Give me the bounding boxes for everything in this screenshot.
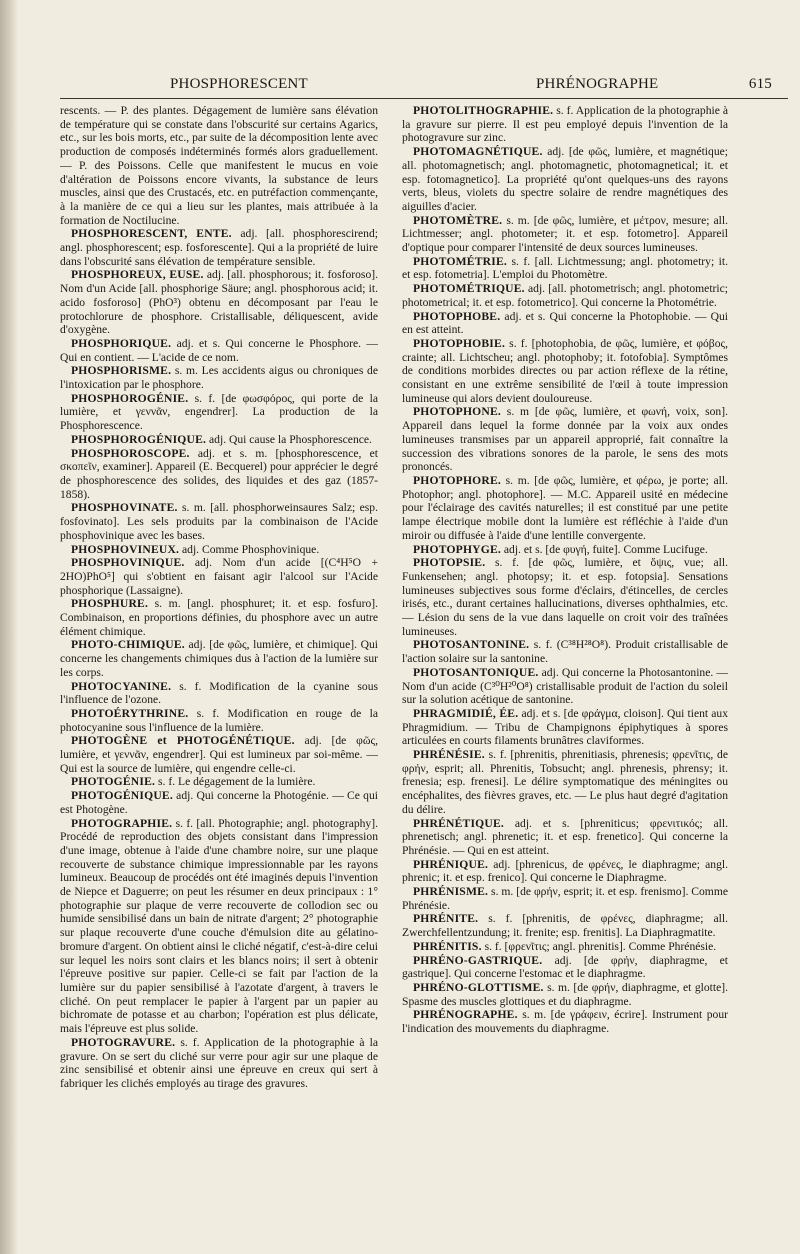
dictionary-entry bbox=[402, 543, 728, 557]
entry-definition: adj. Qui concerne la Photosantonine. — Nom d'un acide (C³⁰H²⁰O⁸) cristallisable produit de l'action du soleil sur la solution acétique de santonine. bbox=[402, 665, 728, 707]
entry-headword: PHOTOGÉNIE. bbox=[71, 775, 156, 789]
dictionary-entry bbox=[402, 255, 728, 282]
dictionary-entry bbox=[402, 337, 728, 406]
page-number: 615 bbox=[748, 76, 772, 92]
dictionary-entry bbox=[402, 474, 728, 543]
dictionary-entry bbox=[60, 775, 378, 789]
dictionary-entry bbox=[402, 282, 728, 309]
entry-definition: adj. et s. m. [phosphorescence, et σκοπεῖν, examiner]. Appareil (E. Becquerel) pour apprécier le degré de phosphorescence des solides, des liquides et des gaz (1857-1858). bbox=[60, 446, 378, 501]
entry-definition: adj. [de φῶς, lumière, et chimique]. Qui concerne les changements chimiques dus à l'action de la lumière sur les corps. bbox=[60, 638, 378, 679]
entry-definition: adj. [de φῶς, lumière, et magnétique; all. photomagnetisch; angl. photomagnetic, photomagnetical; it. et esp. fotomagnetico]. La propriété qu'ont quelques-uns des rayons verts, bleus, violets du spectre solaire de rendre magnétiques des aiguilles d'acier. bbox=[402, 145, 728, 213]
dictionary-entry bbox=[60, 104, 378, 227]
dictionary-entry bbox=[60, 707, 378, 734]
entry-headword: PHRÉNOGRAPHE. bbox=[413, 1008, 518, 1022]
dictionary-entry bbox=[60, 680, 378, 707]
dictionary-entry bbox=[402, 817, 728, 858]
dictionary-entry bbox=[60, 1036, 378, 1091]
entry-headword: PHOSPHOROGÉNIQUE. bbox=[71, 432, 207, 446]
entry-definition: s. m. [de φρήν, diaphragme, et glotte]. Spasme des muscles glottiques et du diaphragme. bbox=[402, 981, 728, 1008]
entry-headword: PHOTOGÉNIQUE. bbox=[71, 789, 173, 803]
entry-definition: s. m. [de φῶς, lumière, et φέρω, je porte; all. Photophor; angl. photophore]. — M.C. Appareil usité en médecine pour l'éclairage des cavités naturelles; il est constitué par une petite lampe électrique mobile dont la lumière est réfléchie à l'aide d'un miroir ou diffusée à l'aide d'une lentille convergente. bbox=[402, 473, 728, 542]
dictionary-entry bbox=[60, 447, 378, 502]
entry-headword: PHOTOCYANINE. bbox=[71, 679, 172, 693]
dictionary-entry bbox=[60, 227, 378, 268]
entry-headword: PHOTOPHORE. bbox=[413, 473, 501, 487]
dictionary-entry bbox=[402, 940, 728, 954]
entry-headword: PHOTOPHOBE. bbox=[413, 309, 501, 323]
dictionary-entry bbox=[402, 1008, 728, 1035]
dictionary-entry bbox=[402, 104, 728, 145]
entry-definition: s. f. [de φωσφόρος, qui porte de la lumière, et γεννᾶν, engendrer]. La production de la Phosphorescence. bbox=[60, 391, 378, 433]
entry-headword: PHRÉNIQUE. bbox=[413, 857, 489, 871]
entry-definition: s. m. [de γράφειν, écrire]. Instrument pour l'indication des mouvements du diaphragme. bbox=[402, 1008, 728, 1036]
dictionary-entry bbox=[402, 885, 728, 912]
entry-headword: PHOTOMÉTRIE. bbox=[413, 254, 507, 268]
dictionary-entry bbox=[60, 433, 378, 447]
dictionary-entry bbox=[60, 556, 378, 597]
entry-definition: adj. [all. phosphorous; it. fosforoso]. Nom d'un Acide [all. phosphorige Säure; angl. phosphorous acid; it. acido fosforoso] (PhO³) obtenu en décomposant par l'eau le protochlorure de phosphore. Cristallisable, déliquescent, avide d'oxygène. bbox=[60, 268, 378, 337]
entry-definition: s. f. Application de la photographie à la gravure. On se sert du cliché sur verre pour agir sur une plaque de zinc sensibilisé et obtenir ainsi une épreuve en creux qui sert à fabriquer les clichés employés au tirage des gravures. bbox=[60, 1035, 378, 1090]
entry-headword: PHOTOLITHOGRAPHIE. bbox=[413, 104, 554, 117]
dictionary-entry bbox=[402, 405, 728, 474]
dictionary-entry bbox=[60, 597, 378, 638]
dictionary-entry bbox=[60, 364, 378, 391]
dictionary-entry bbox=[60, 638, 378, 679]
entry-headword: PHOTOMÈTRE. bbox=[413, 213, 503, 227]
entry-headword: PHRÉNÉSIE. bbox=[413, 748, 485, 762]
entry-headword: PHRÉNO-GASTRIQUE. bbox=[413, 953, 543, 967]
entry-definition: adj. et s. [phreniticus; φρενιτικός; all. phrenetisch; angl. phrenetic; it. et esp. frenetico]. Qui concerne la Phrénésie. — Qui en est atteint. bbox=[402, 816, 728, 857]
entry-definition: adj. Comme Phosphovinique. bbox=[179, 542, 320, 556]
entry-headword: PHOTOMÉTRIQUE. bbox=[413, 282, 525, 296]
dictionary-entry bbox=[60, 501, 378, 542]
entry-headword: PHRÉNISME. bbox=[413, 885, 489, 899]
entry-definition: s. m. Les accidents aigus ou chroniques de l'intoxication par le phosphore. bbox=[60, 364, 378, 392]
entry-definition: s. m. [de φρήν, esprit; it. et esp. frenismo]. Comme Phrénésie. bbox=[402, 885, 728, 912]
entry-headword: PHOTOGÈNE et PHOTOGÉNÉTIQUE. bbox=[71, 734, 295, 748]
dictionary-entry bbox=[60, 817, 378, 1036]
dictionary-entry bbox=[402, 556, 728, 638]
entry-definition: s. f. Modification en rouge de la photocyanine sous l'influence de la lumière. bbox=[60, 706, 378, 734]
entry-headword: PHOTOGRAPHIE. bbox=[71, 816, 173, 830]
entry-definition: s. f. (C³⁸H²⁸O⁸). Produit cristallisable de l'action solaire sur la santonine. bbox=[402, 638, 728, 666]
entry-headword: PHOTOÉRYTHRINE. bbox=[71, 706, 189, 720]
entry-headword: PHOSPHORESCENT, ENTE. bbox=[71, 227, 232, 241]
dictionary-entry bbox=[402, 858, 728, 885]
entry-headword: PHOTOMAGNÉTIQUE. bbox=[413, 145, 543, 159]
entry-headword: PHOTOPHONE. bbox=[413, 405, 501, 419]
dictionary-entry bbox=[402, 954, 728, 981]
dictionary-entry bbox=[402, 145, 728, 214]
entry-definition: adj. [de φρήν, diaphragme, et gastrique]. Qui concerne l'estomac et le diaphragme. bbox=[402, 953, 728, 981]
entry-definition: s. f. [all. Lichtmessung; angl. photometry; it. et esp. fotometria]. L'emploi du Photomètre. bbox=[402, 254, 728, 282]
entry-headword: PHRÉNITIS. bbox=[413, 939, 482, 953]
dictionary-entry bbox=[402, 912, 728, 939]
entry-definition: adj. [all. phosphorescirend; angl. phosphorescent; esp. fosforescente]. Qui a la propriété de luire dans l'obscurité sans élévation de température sensible. bbox=[60, 227, 378, 268]
entry-headword: PHOSPHOROGÉNIE. bbox=[71, 391, 189, 405]
entry-definition: adj. Qui cause la Phosphorescence. bbox=[206, 432, 372, 446]
running-header bbox=[170, 76, 772, 98]
entry-definition: s. f. [phrenitis, phrenitiasis, phrenesis; φρενῖτις, de φρήν, esprit; all. Phrenitis, Tobsucht; angl. phrenesis, phrensy; it. frenesia; esp. frenesi]. Le délire symptomatique des méningites ou encéphalites, des fièvres graves, etc. — Le plus haut degré d'agitation du délire. bbox=[402, 748, 728, 816]
header-right-guide-word: PHRÉNOGRAPHE bbox=[536, 76, 659, 92]
entry-headword: PHOSPHOVINATE. bbox=[71, 501, 178, 515]
entry-definition: adj. [all. photometrisch; angl. photometric; photometrical; it. et esp. fotometrico]. Qui concerne la Photométrie. bbox=[402, 282, 728, 309]
dictionary-entry bbox=[402, 707, 728, 748]
entry-headword: PHOSPHOVINEUX. bbox=[71, 542, 180, 556]
entry-definition: adj. [phrenicus, de φρένες, le diaphragme; angl. phrenic; it. et esp. frenico]. Qui concerne le Diaphragme. bbox=[402, 857, 728, 885]
entry-definition: adj. et s. [de φυγή, fuite]. Comme Lucifuge. bbox=[500, 542, 708, 556]
entry-definition: s. m [de φῶς, lumière, et φωνή, voix, son]. Appareil dans lequel la forme donnée par la voix aux ondes lumineuses transmises par un appareil approprié, fait connaître la succession des vibrations sonores de la parole, le sens des mots prononcés. bbox=[402, 405, 728, 474]
entry-headword: PHOSPHOVINIQUE. bbox=[71, 556, 185, 570]
right-column bbox=[402, 104, 728, 1224]
entry-definition: s. f. [photophobia, de φῶς, lumière, et φόβος, crainte; all. Lichtscheu; angl. photophoby; it. fotofobia]. Symptômes de conditions morbides directes ou par action réflexe de la rétine, consistant en une extrême sensibilité de l'œil à toute impression lumineuse qui alors devient douloureuse. bbox=[402, 336, 728, 405]
entry-definition: s. f. Le dégagement de la lumière. bbox=[155, 775, 316, 789]
entry-headword: PHOSPHORIQUE. bbox=[71, 336, 172, 350]
entry-headword: PHOTOPSIE. bbox=[413, 556, 486, 570]
entry-headword: PHRAGMIDIÉ, ÉE. bbox=[413, 706, 519, 720]
entry-definition: rescents. — P. des plantes. Dégagement de lumière sans élévation de température qui se constate dans l'obscurité sur certains Agarics, etc., sur les bois morts, etc., par suite de la décomposition lente avec production de composés indéterminés formés alors graduellement. — P. des Poissons. Celle que manifestent le mucus en voie d'altération de Poissons encore vivants, la substance de leurs muscles, ainsi que des Crustacés, etc. en putréfaction commençante, à la manière de ce qui a lieu sur les plantes, mais attribuée à la formation de Noctilucine. bbox=[60, 104, 378, 227]
entry-headword: PHOSPHOREUX, EUSE. bbox=[71, 268, 204, 282]
entry-headword: PHRÉNO-GLOTTISME. bbox=[413, 981, 544, 994]
entry-definition: adj. Nom d'un acide [(C⁴H⁵O + 2HO)PhO⁵] qui s'obtient en faisant agir l'alcool sur l'Acide phosphorique (Lassaigne). bbox=[60, 556, 378, 597]
entry-definition: adj. Qui concerne la Photogénie. — Ce qui est Photogène. bbox=[60, 789, 378, 816]
entry-definition: s. m. [angl. phosphuret; it. et esp. fosfuro]. Combinaison, en proportions définies, du phosphore avec un autre élément chimique. bbox=[60, 597, 378, 638]
entry-definition: s. f. Modification de la cyanine sous l'influence de l'ozone. bbox=[60, 679, 378, 707]
dictionary-entry bbox=[402, 748, 728, 817]
entry-headword: PHOTOPHOBIE. bbox=[413, 336, 506, 350]
entry-headword: PHOTOGRAVURE. bbox=[71, 1035, 176, 1049]
entry-headword: PHOSPHOROSCOPE. bbox=[71, 446, 190, 460]
entry-headword: PHOTO-CHIMIQUE. bbox=[71, 638, 185, 652]
header-rule bbox=[60, 98, 788, 99]
entry-headword: PHOTOPHYGE. bbox=[413, 542, 501, 556]
dictionary-entry bbox=[60, 734, 378, 775]
entry-definition: s. m. [de φῶς, lumière, et μέτρον, mesure; all. Lichtmesser; angl. photometer; it. et esp. fotometro]. Appareil d'optique pour comparer l'intensité de deux sources lumineuses. bbox=[402, 213, 728, 255]
dictionary-entry bbox=[402, 981, 728, 1008]
dictionary-entry bbox=[60, 392, 378, 433]
dictionary-entry bbox=[402, 638, 728, 665]
entry-definition: s. f. Application de la photographie à la gravure sur pierre. Il est peu employé depuis l'invention de la photogravure sur zinc. bbox=[402, 104, 728, 145]
entry-definition: s. f. [φρενῖτις; angl. phrenitis]. Comme Phrénésie. bbox=[481, 939, 717, 953]
left-column bbox=[60, 104, 378, 1224]
entry-headword: PHOTOSANTONINE. bbox=[413, 638, 530, 652]
dictionary-entry bbox=[402, 310, 728, 337]
dictionary-entry bbox=[402, 666, 728, 707]
entry-definition: s. f. [phrenitis, de φρένες, diaphragme; all. Zwerchfellentzundung; it. frenite; esp. frenitis]. La Diaphragmatite. bbox=[402, 912, 728, 940]
entry-headword: PHRÉNÉTIQUE. bbox=[413, 816, 504, 830]
dictionary-entry bbox=[60, 543, 378, 557]
dictionary-entry bbox=[402, 214, 728, 255]
entry-headword: PHRÉNITE. bbox=[413, 912, 479, 926]
dictionary-entry bbox=[60, 268, 378, 337]
entry-headword: PHOTOSANTONIQUE. bbox=[413, 665, 539, 679]
entry-definition: adj. [de φῶς, lumière, et γεννᾶν, engendrer]. Qui est lumineux par soi-même. — Qui est la source de lumière, qui engendre celle-ci. bbox=[60, 734, 378, 775]
entry-definition: s. m. [all. phosphorweinsaures Salz; esp. fosfovinato]. Les sels produits par la combinaison de l'Acide phosphovinique avec les bases. bbox=[60, 501, 378, 542]
dictionary-entry bbox=[60, 337, 378, 364]
header-left-guide-word: PHOSPHORESCENT bbox=[170, 76, 308, 92]
entry-definition: adj. et s. [de φράγμα, cloison]. Qui tient aux Phragmidium. — Tribu de Champignons épiphytiques à spores articulées en courts filaments brunâtres claviformes. bbox=[402, 706, 728, 748]
entry-headword: PHOSPHURE. bbox=[71, 597, 149, 611]
entry-definition: adj. et s. Qui concerne la Photophobie. — Qui en est atteint. bbox=[402, 309, 728, 337]
entry-definition: adj. et s. Qui concerne le Phosphore. — Qui en contient. — L'acide de ce nom. bbox=[60, 336, 378, 364]
dictionary-entry bbox=[60, 789, 378, 816]
entry-headword: PHOSPHORISME. bbox=[71, 364, 172, 378]
entry-definition: s. f. [all. Photographie; angl. photography]. Procédé de reproduction des objets consistant dans l'impression d'une image, obtenue à l'aide d'une chambre noire, sur une plaque recouverte de substance chimique impressionnable par les rayons lumineux. Beaucoup de procédés ont été imaginés depuis l'invention de Niepce et Daguerre; on peut les résumer en deux principaux : 1° photographie sur plaque de verre recouverte de collodion sec ou humide sensibilisé dans un bain de nitrate d'argent; 2° photographie sur plaque recouverte d'une couche d'émulsion dite au gélatino-bromure d'argent. On obtient ainsi le cliché négatif, c'est-à-dire celui sur lequel les noirs sont clairs et les blancs noirs; il sert à obtenir l'épreuve positive sur papier. Celle-ci se fait par l'action de la lumière sur du papier sensibilisé à l'azotate d'argent, à travers le cliché. On peut remplacer le papier à l'argent par un papier au bichromate de potasse et au charbon; l'opération est plus délicate, mais l'épreuve est plus solide. bbox=[60, 816, 378, 1036]
entry-definition: s. f. [de φῶς, lumière, et ὄψις, vue; all. Funkensehen; angl. photopsy; it. et esp. fotopsia]. Sensations lumineuses subjectives sous forme d'éclairs, d'étincelles, de cercles irisés, etc., durant certaines hallucinations, diverses ophthalmies, etc. — Lésion du sens de la vue dans laquelle on croit voir des traînées lumineuses. bbox=[402, 556, 728, 638]
